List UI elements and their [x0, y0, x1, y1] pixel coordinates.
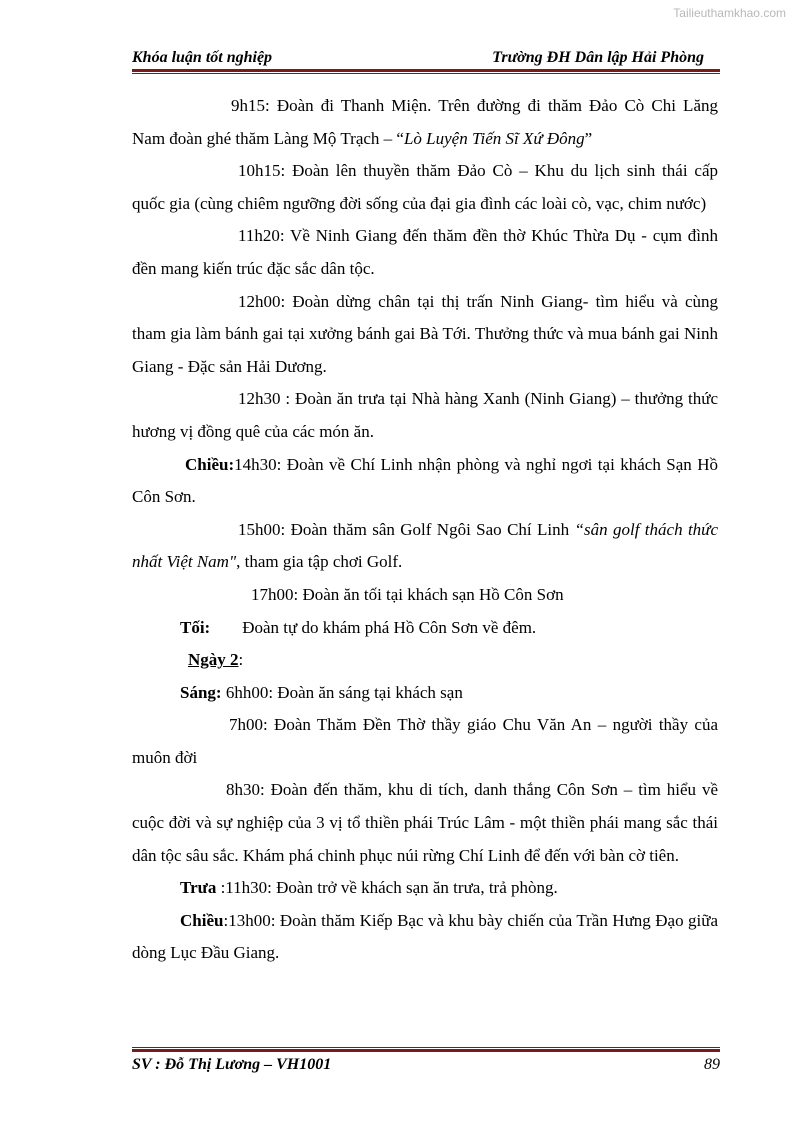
label-afternoon-day2: Chiều: [180, 910, 224, 930]
golf-epithet: “sân golf thách thức nhất Việt Nam": [132, 519, 719, 572]
paragraph-8h30: 8h30: Đoàn đến thăm, khu di tích, danh thắng Côn Sơn – tìm hiểu về cuộc đời và sự nghiệp của 3 vị tổ thiền phái Trúc Lâm - một thiền phái mang sắc thái dân tộc sâu sắc. Khám phá chinh phục núi rừng Chí Linh để đến với bàn cờ tiên.: [132, 780, 718, 865]
page-number: 89: [704, 1056, 720, 1073]
paragraph-15h00: 15h00: Đoàn thăm sân Golf Ngôi Sao Chí Linh “sân golf thách thức nhất Việt Nam", tham gia tập chơi Golf.: [132, 519, 719, 572]
footer-student: SV : Đỗ Thị Lương – VH1001: [132, 1056, 332, 1073]
header-rule: [132, 69, 720, 74]
paragraph-7h00: 7h00: Đoàn Thăm Đền Thờ thầy giáo Chu Văn An – người thầy của muôn đời: [132, 715, 718, 767]
label-evening: Tối:: [180, 617, 211, 637]
paragraph-12h00: 12h00: Đoàn dừng chân tại thị trấn Ninh Giang- tìm hiểu và cùng tham gia làm bánh gai tại xưởng bánh gai Bà Tới. Thưởng thức và mua bánh gai Ninh Giang - Đặc sản Hải Dương.: [132, 291, 718, 376]
label-noon: Trưa: [180, 878, 217, 898]
page-body: [132, 90, 718, 970]
paragraph-12h30: 12h30 : Đoàn ăn trưa tại Nhà hàng Xanh (Ninh Giang) – thưởng thức hương vị đồng quê của các món ăn.: [132, 389, 718, 441]
watermark: Tailieuthamkhao.com: [673, 6, 786, 20]
label-morning: Sáng:: [180, 682, 222, 702]
header-thesis-title: Khóa luận tốt nghiệp: [132, 49, 273, 66]
paragraph-noon: Trưa :11h30: Đoàn trở về khách sạn ăn trưa, trả phòng.: [180, 878, 558, 898]
village-epithet: Lò Luyện Tiến Sĩ Xứ Đông: [403, 128, 585, 148]
paragraph-day2-heading: Ngày 2:: [188, 650, 244, 670]
footer-rule: [132, 1047, 720, 1052]
paragraph-10h15: 10h15: Đoàn lên thuyền thăm Đảo Cò – Khu du lịch sinh thái cấp quốc gia (cùng chiêm ngưỡng đời sống của đại gia đình các loài cò, vạc, chim nước): [132, 161, 718, 213]
header-university: Trường ĐH Dân lập Hải Phòng: [492, 49, 704, 66]
paragraph-9h15: 9h15: Đoàn đi Thanh Miện. Trên đường đi thăm Đảo Cò Chi Lăng Nam đoàn ghé thăm Làng Mộ Trạch – “Lò Luyện Tiến Sĩ Xứ Đông”: [132, 96, 718, 148]
paragraph-11h20: 11h20: Về Ninh Giang đến thăm đền thờ Khúc Thừa Dụ - cụm đình đền mang kiến trúc đặc sắc dân tộc.: [132, 226, 718, 278]
paragraph-afternoon-day2: Chiều:13h00: Đoàn thăm Kiếp Bạc và khu bày chiến của Trần Hưng Đạo giữa dòng Lục Đầu Giang.: [132, 910, 718, 963]
label-afternoon: Chiều:: [185, 454, 235, 474]
label-day-2: Ngày 2: [188, 650, 239, 670]
paragraph-morning: Sáng: 6hh00: Đoàn ăn sáng tại khách sạn: [180, 682, 463, 702]
paragraph-evening: Tối: Đoàn tự do khám phá Hồ Côn Sơn về đêm.: [180, 617, 537, 637]
paragraph-17h00: 17h00: Đoàn ăn tối tại khách sạn Hồ Côn Sơn: [251, 584, 564, 604]
paragraph-afternoon-day1: Chiều:14h30: Đoàn về Chí Linh nhận phòng và nghỉ ngơi tại khách Sạn Hồ Côn Sơn.: [132, 454, 718, 507]
